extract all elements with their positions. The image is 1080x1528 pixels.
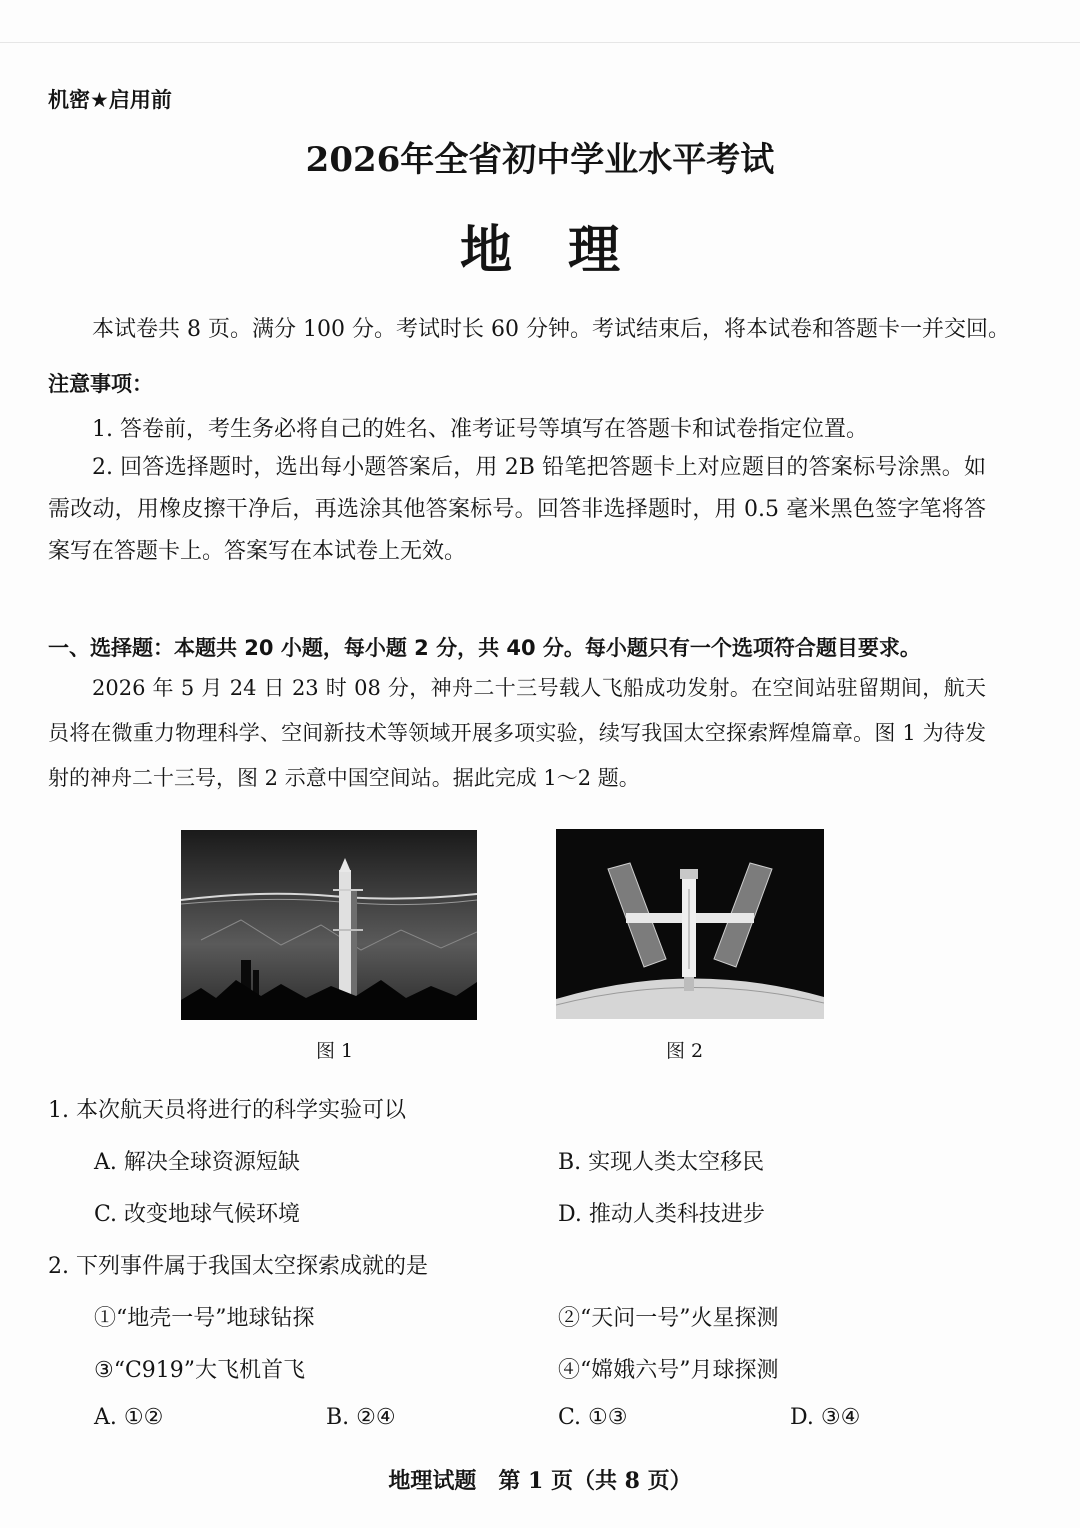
figure-2-caption: 图 2 bbox=[666, 1040, 704, 1062]
q2-option-b: B. ②④ bbox=[326, 1405, 396, 1430]
notes-heading: 注意事项： bbox=[48, 372, 153, 396]
notes-item-2: 2. 回答选择题时，选出每小题答案后，用 2B 铅笔把答题卡上对应题目的答案标号涂黑。如需改动，用橡皮擦干净后，再选涂其他答案标号。回答非选择题时，用 0.5 毫米黑色签字笔将答案写在答题卡上。答案写在本试卷上无效。 bbox=[48, 455, 986, 564]
q2-statement-2: ②“天问一号”火星探测 bbox=[558, 1306, 779, 1331]
figure-2-space-station-image bbox=[556, 829, 824, 1019]
q2-option-d: D. ③④ bbox=[790, 1405, 861, 1430]
passage-text: 2026 年 5 月 24 日 23 时 08 分，神舟二十三号载人飞船成功发射。在空间站驻留期间，航天员将在微重力物理科学、空间新技术等领域开展多项实验，续写我国太空探索辉煌篇章。图 1 为待发射的神舟二十三号，图 2 示意中国空间站。据此完成 1～2 题。 bbox=[48, 676, 986, 790]
q2-option-c: C. ①③ bbox=[558, 1405, 628, 1430]
intro-text: 本试卷共 8 页。满分 100 分。考试时长 60 分钟。考试结束后，将本试卷和答题卡一并交回。 bbox=[92, 317, 1010, 342]
q1-option-d: D. 推动人类科技进步 bbox=[558, 1202, 765, 1227]
page-top-edge bbox=[0, 42, 1080, 43]
q2-statement-1: ①“地壳一号”地球钻探 bbox=[94, 1306, 315, 1331]
q2-statement-4: ④“嫦娥六号”月球探测 bbox=[558, 1358, 779, 1383]
section-heading: 一、选择题：本题共 20 小题，每小题 2 分，共 40 分。每小题只有一个选项符合题目要求。 bbox=[48, 636, 921, 660]
question-1-stem: 1. 本次航天员将进行的科学实验可以 bbox=[48, 1098, 406, 1123]
subject-title: 地理 bbox=[459, 221, 676, 281]
figure-1-rocket-image bbox=[181, 830, 477, 1020]
q1-option-b: B. 实现人类太空移民 bbox=[558, 1150, 765, 1175]
q1-option-c: C. 改变地球气候环境 bbox=[94, 1202, 301, 1227]
exam-title: 2026年全省初中学业水平考试 bbox=[305, 140, 775, 180]
figure-1-caption: 图 1 bbox=[316, 1040, 354, 1062]
notes-item-1: 1. 答卷前，考生务必将自己的姓名、准考证号等填写在答题卡和试卷指定位置。 bbox=[92, 417, 868, 442]
question-2-stem: 2. 下列事件属于我国太空探索成就的是 bbox=[48, 1254, 428, 1279]
q2-option-a: A. ①② bbox=[94, 1405, 164, 1430]
q1-option-a: A. 解决全球资源短缺 bbox=[94, 1150, 300, 1175]
confidential-label: 机密★启用前 bbox=[48, 88, 172, 112]
page-footer: 地理试题 第 1 页（共 8 页） bbox=[388, 1468, 692, 1494]
q2-statement-3: ③“C919”大飞机首飞 bbox=[94, 1358, 306, 1383]
